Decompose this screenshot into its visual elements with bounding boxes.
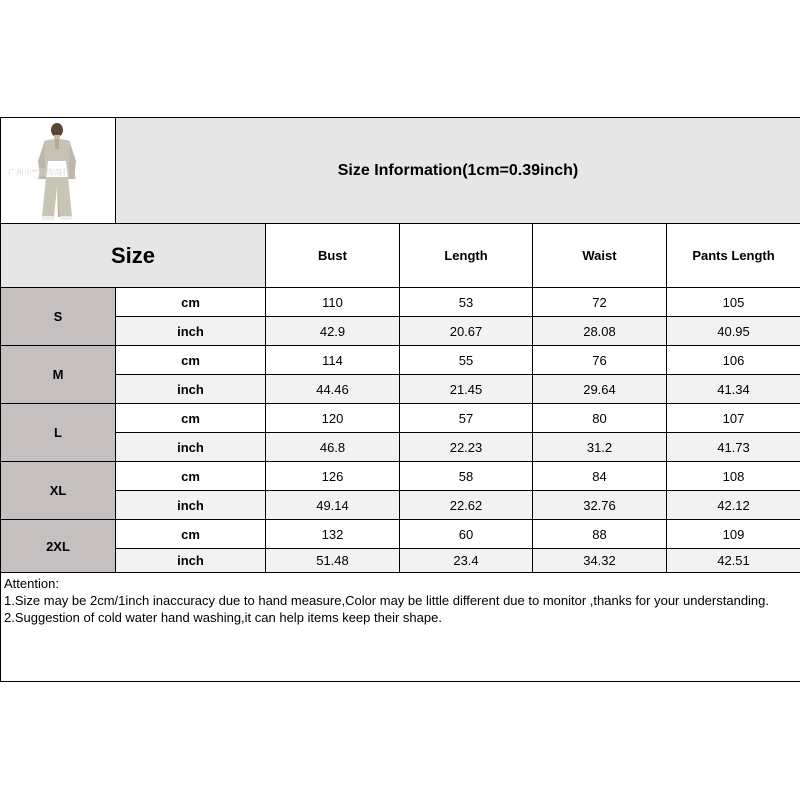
pants-length-cell: 105 — [667, 288, 800, 317]
waist-cell: 34.32 — [533, 549, 667, 573]
waist-cell: 28.08 — [533, 317, 667, 346]
size-cell-xl: XL — [1, 462, 116, 520]
product-photo-cell — [1, 118, 116, 224]
table-row — [1, 462, 800, 491]
unit-cell: inch — [116, 375, 266, 404]
waist-cell: 31.2 — [533, 433, 667, 462]
waist-cell: 32.76 — [533, 491, 667, 520]
unit-cell: inch — [116, 433, 266, 462]
table-row — [1, 404, 800, 433]
bust-cell: 132 — [266, 520, 400, 549]
size-column-header: Size — [1, 224, 266, 288]
size-chart — [0, 117, 800, 682]
bust-cell: 49.14 — [266, 491, 400, 520]
unit-cell: cm — [116, 288, 266, 317]
product-photo — [4, 121, 112, 221]
header-row — [1, 118, 800, 224]
table-row — [1, 317, 800, 346]
waist-column-header: Waist — [533, 224, 667, 288]
unit-cell: cm — [116, 462, 266, 491]
waist-cell: 88 — [533, 520, 667, 549]
length-cell: 23.4 — [400, 549, 533, 573]
bust-cell: 120 — [266, 404, 400, 433]
pants-length-cell: 106 — [667, 346, 800, 375]
pants-length-column-header: Pants Length — [667, 224, 800, 288]
attention-note-1: 1.Size may be 2cm/1inch inaccuracy due to hand measure,Color may be little different due to monitor ,thanks for your understanding. — [4, 593, 770, 608]
pants-length-cell: 41.73 — [667, 433, 800, 462]
waist-cell: 29.64 — [533, 375, 667, 404]
table-row — [1, 288, 800, 317]
length-cell: 22.62 — [400, 491, 533, 520]
length-cell: 22.23 — [400, 433, 533, 462]
unit-cell: cm — [116, 346, 266, 375]
size-cell-m: M — [1, 346, 116, 404]
pants-length-cell: 107 — [667, 404, 800, 433]
pants-length-cell: 42.51 — [667, 549, 800, 573]
length-cell: 60 — [400, 520, 533, 549]
waist-cell: 76 — [533, 346, 667, 375]
bust-column-header: Bust — [266, 224, 400, 288]
bust-cell: 110 — [266, 288, 400, 317]
size-cell-l: L — [1, 404, 116, 462]
table-row — [1, 520, 800, 549]
size-table — [0, 117, 800, 682]
bust-cell: 46.8 — [266, 433, 400, 462]
pants-length-cell: 109 — [667, 520, 800, 549]
attention-row — [1, 573, 800, 682]
pants-length-cell: 40.95 — [667, 317, 800, 346]
pants-length-cell: 41.34 — [667, 375, 800, 404]
bust-cell: 114 — [266, 346, 400, 375]
chart-title: Size Information(1cm=0.39inch) — [116, 118, 800, 224]
unit-cell: cm — [116, 520, 266, 549]
size-cell-2xl: 2XL — [1, 520, 116, 573]
length-cell: 55 — [400, 346, 533, 375]
size-cell-s: S — [1, 288, 116, 346]
pants-length-cell: 108 — [667, 462, 800, 491]
length-cell: 53 — [400, 288, 533, 317]
waist-cell: 80 — [533, 404, 667, 433]
column-header-row — [1, 224, 800, 288]
length-cell: 21.45 — [400, 375, 533, 404]
unit-cell: cm — [116, 404, 266, 433]
length-cell: 57 — [400, 404, 533, 433]
unit-cell: inch — [116, 317, 266, 346]
bust-cell: 126 — [266, 462, 400, 491]
table-row — [1, 346, 800, 375]
table-row — [1, 375, 800, 404]
table-row — [1, 491, 800, 520]
waist-cell: 84 — [533, 462, 667, 491]
unit-cell: inch — [116, 549, 266, 573]
length-cell: 58 — [400, 462, 533, 491]
waist-cell: 72 — [533, 288, 667, 317]
table-row — [1, 549, 800, 573]
pants-length-cell: 42.12 — [667, 491, 800, 520]
bust-cell: 51.48 — [266, 549, 400, 573]
watermark-text: 广州市**服饰商行 — [8, 167, 71, 177]
attention-notes — [1, 573, 800, 682]
length-column-header: Length — [400, 224, 533, 288]
length-cell: 20.67 — [400, 317, 533, 346]
attention-note-2: 2.Suggestion of cold water hand washing,it can help items keep their shape. — [4, 610, 442, 625]
attention-title: Attention: — [4, 576, 59, 591]
table-row — [1, 433, 800, 462]
bust-cell: 44.46 — [266, 375, 400, 404]
unit-cell: inch — [116, 491, 266, 520]
bust-cell: 42.9 — [266, 317, 400, 346]
